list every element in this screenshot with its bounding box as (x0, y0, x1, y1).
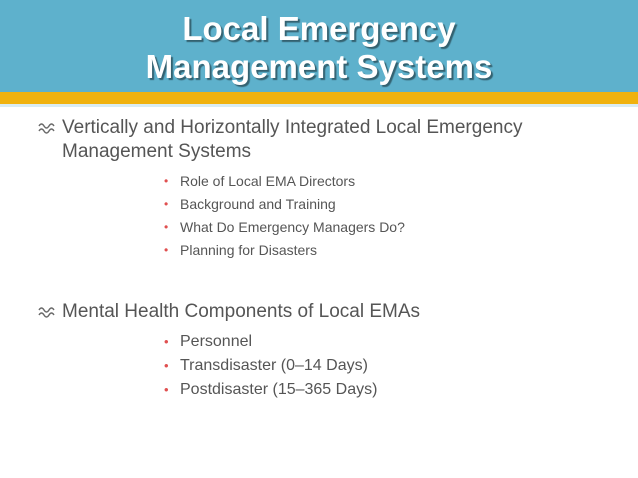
sub-item (62, 330, 598, 354)
bullet-item-2 (0, 300, 638, 402)
wave-icon (38, 121, 56, 135)
dot-icon: • (164, 243, 169, 257)
dot-icon: • (164, 174, 169, 188)
dot-icon: • (164, 334, 169, 349)
sub-item-label: Planning for Disasters (180, 242, 317, 258)
sub-item-label: Personnel (180, 333, 253, 350)
dot-icon: • (164, 220, 169, 234)
dot-icon: • (164, 358, 169, 373)
sub-item-label: Postdisaster (15–365 Days) (180, 381, 378, 398)
sub-list (62, 330, 598, 402)
sub-item-label: Background and Training (180, 196, 336, 212)
bullet-text: Vertically and Horizontally Integrated Local Emergency Management Systems (62, 117, 523, 162)
sub-list (62, 170, 598, 262)
sub-item-label: Transdisaster (0–14 Days) (180, 357, 368, 374)
sub-item (62, 378, 598, 402)
wave-icon (38, 305, 56, 319)
divider (0, 104, 638, 107)
bullet-text: Mental Health Components of Local EMAs (62, 301, 421, 322)
bullet-item-1 (0, 116, 638, 262)
sub-item-label: Role of Local EMA Directors (180, 173, 356, 189)
slide-body (0, 116, 638, 402)
sub-item (62, 170, 598, 193)
slide-title-line-1: Local Emergency (182, 10, 456, 47)
sub-item (62, 216, 598, 239)
sub-item (62, 193, 598, 216)
slide-title (0, 10, 638, 86)
sub-item (62, 354, 598, 378)
accent-bar (0, 92, 638, 104)
slide-title-line-2: Management Systems (145, 48, 493, 85)
sub-item (62, 239, 598, 262)
dot-icon: • (164, 197, 169, 211)
dot-icon: • (164, 382, 169, 397)
sub-item-label: What Do Emergency Managers Do? (180, 219, 405, 235)
